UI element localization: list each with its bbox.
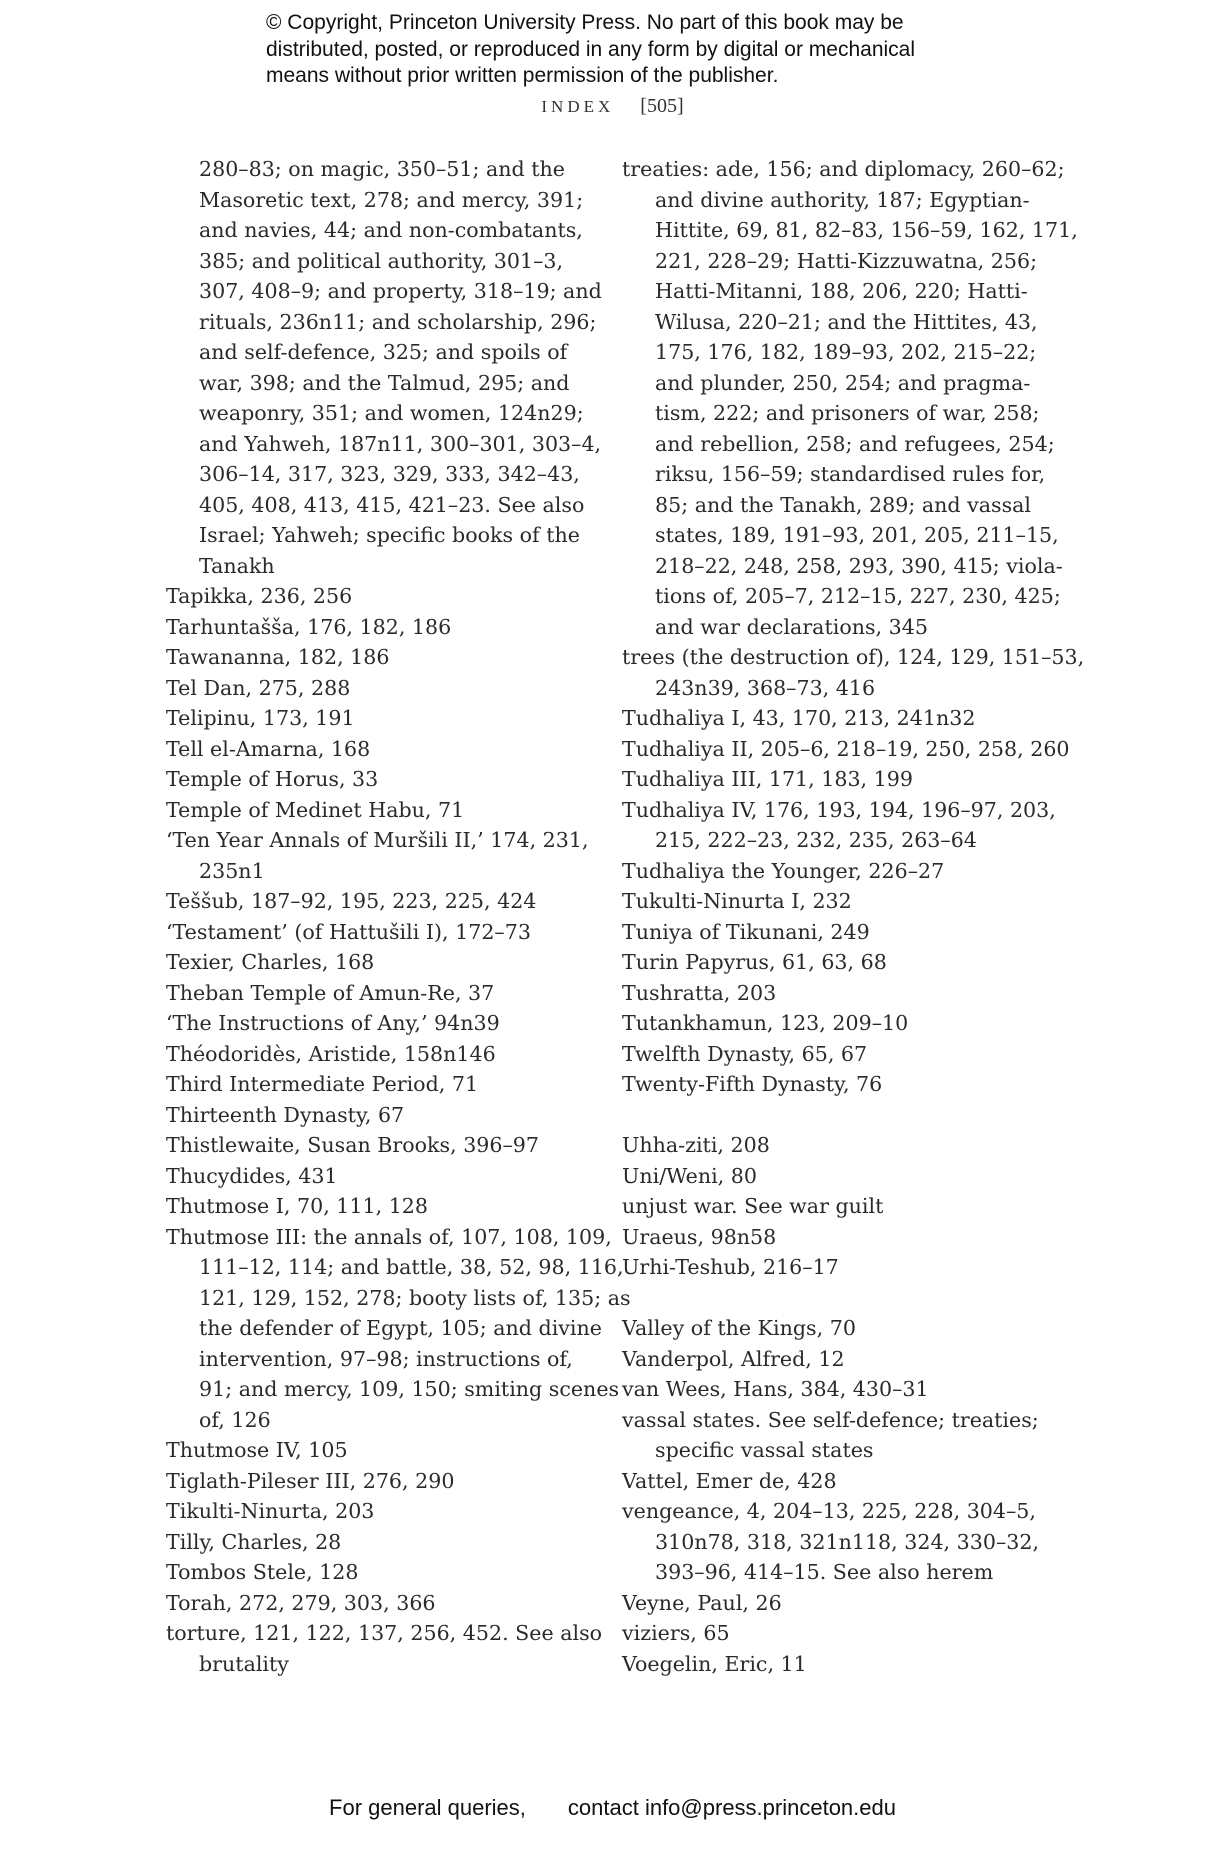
- index-line: 91; and mercy, 109, 150; smiting scenes: [199, 1377, 620, 1401]
- index-line: the defender of Egypt, 105; and divine: [199, 1316, 602, 1340]
- index-line: 221, 228–29; Hatti-Kizzuwatna, 256;: [655, 248, 1038, 273]
- index-line: Tell el-Amarna, 168: [166, 736, 371, 761]
- index-line: Uhha-ziti, 208: [622, 1133, 770, 1157]
- index-line: Tudhaliya II, 205–6, 218–19, 250, 258, 260: [622, 736, 1070, 761]
- index-line: 111–12, 114; and battle, 38, 52, 98, 116,: [199, 1255, 624, 1279]
- index-line: and rebellion, 258; and refugees, 254;: [655, 431, 1055, 456]
- index-line: of, 126: [199, 1407, 271, 1432]
- index-line: unjust war. See war guilt: [622, 1194, 884, 1218]
- footer-contact: [0, 1795, 1225, 1821]
- index-line: and self-defence, 325; and spoils of: [199, 340, 568, 364]
- index-line: Tudhaliya III, 171, 183, 199: [622, 767, 913, 791]
- index-line: riksu, 156–59; standardised rules for,: [655, 462, 1046, 486]
- index-line: vassal states. See self-defence; treaties;: [622, 1407, 1039, 1432]
- index-line: specific vassal states: [655, 1438, 874, 1462]
- blank-line: [622, 1283, 1042, 1314]
- index-line: 405, 408, 413, 415, 421–23. See also: [199, 492, 585, 517]
- index-line: Tuniya of Tikunani, 249: [622, 919, 870, 944]
- index-line: Teššub, 187–92, 195, 223, 225, 424: [166, 889, 537, 913]
- index-line: brutality: [199, 1651, 289, 1676]
- index-line: Valley of the Kings, 70: [622, 1316, 856, 1340]
- index-line: Tarhuntašša, 176, 182, 186: [166, 614, 452, 639]
- index-line: 310n78, 318, 321n118, 324, 330–32,: [655, 1529, 1039, 1554]
- index-line: 175, 176, 182, 189–93, 202, 215–22;: [655, 340, 1037, 364]
- index-line: Thutmose I, 70, 111, 128: [166, 1194, 428, 1218]
- page-number: [505]: [640, 95, 684, 117]
- index-line: Vattel, Emer de, 428: [622, 1468, 837, 1493]
- index-line: 306–14, 317, 323, 329, 333, 342–43,: [199, 462, 580, 486]
- index-line: Third Intermediate Period, 71: [166, 1072, 479, 1096]
- index-line: 393–96, 414–15. See also herem: [655, 1560, 994, 1584]
- index-line: van Wees, Hans, 384, 430–31: [622, 1377, 929, 1401]
- copyright-line: means without prior written permission of the publisher.: [266, 64, 779, 87]
- index-column-left: [166, 154, 631, 1679]
- index-line: states, 189, 191–93, 201, 205, 211–15,: [655, 523, 1059, 547]
- index-line: Israel; Yahweh; specific books of the: [199, 523, 580, 547]
- index-line: 121, 129, 152, 278; booty lists of, 135; as: [199, 1285, 631, 1310]
- index-line: Masoretic text, 278; and mercy, 391;: [199, 187, 584, 212]
- index-line: and war declarations, 345: [655, 614, 928, 639]
- index-line: and divine authority, 187; Egyptian-: [655, 187, 1030, 212]
- index-line: ‘Ten Year Annals of Muršili II,’ 174, 231,: [166, 828, 589, 852]
- copyright-notice: [266, 10, 1026, 90]
- index-line: Tikulti-Ninurta, 203: [166, 1499, 375, 1523]
- index-line: 85; and the Tanakh, 289; and vassal: [655, 492, 1031, 517]
- index-line: Théodoridès, Aristide, 158n146: [166, 1041, 496, 1066]
- index-line: Tiglath-Pileser III, 276, 290: [166, 1468, 455, 1493]
- index-line: Tanakh: [199, 553, 275, 578]
- index-line: Theban Temple of Amun-Re, 37: [166, 980, 495, 1005]
- index-line: Thucydides, 431: [166, 1163, 338, 1188]
- index-line: Voegelin, Eric, 11: [622, 1651, 807, 1676]
- index-line: Tushratta, 203: [622, 980, 777, 1005]
- index-column-right: [622, 154, 1085, 1679]
- index-line: war, 398; and the Talmud, 295; and: [199, 370, 570, 395]
- index-line: trees (the destruction of), 124, 129, 151–53,: [622, 645, 1085, 669]
- index-line: Tapikka, 236, 256: [166, 584, 353, 608]
- index-line: viziers, 65: [622, 1621, 730, 1645]
- index-line: Hatti-Mitanni, 188, 206, 220; Hatti-: [655, 279, 1028, 303]
- index-line: Temple of Horus, 33: [166, 767, 379, 791]
- index-line: 243n39, 368–73, 416: [655, 675, 876, 700]
- index-line: Temple of Medinet Habu, 71: [166, 797, 465, 822]
- index-line: Thutmose IV, 105: [166, 1438, 348, 1462]
- index-line: Texier, Charles, 168: [166, 950, 375, 974]
- index-line: Tudhaliya IV, 176, 193, 194, 196–97, 203,: [622, 797, 1056, 822]
- index-line: Uni/Weni, 80: [622, 1163, 757, 1188]
- index-line: 307, 408–9; and property, 318–19; and: [199, 279, 602, 303]
- index-line: and Yahweh, 187n11, 300–301, 303–4,: [199, 431, 602, 456]
- index-line: Twelfth Dynasty, 65, 67: [622, 1041, 868, 1066]
- index-line: 235n1: [199, 858, 265, 883]
- copyright-line: © Copyright, Princeton University Press. No part of this book may be: [266, 11, 904, 34]
- index-line: weaponry, 351; and women, 124n29;: [199, 401, 584, 425]
- index-line: Vanderpol, Alfred, 12: [622, 1346, 845, 1371]
- index-line: Tawananna, 182, 186: [166, 645, 390, 669]
- index-line: 280–83; on magic, 350–51; and the: [199, 157, 565, 181]
- index-line: Thutmose III: the annals of, 107, 108, 109,: [166, 1224, 612, 1249]
- index-line: rituals, 236n11; and scholarship, 296;: [199, 309, 597, 334]
- index-line: Urhi-Teshub, 216–17: [622, 1255, 839, 1279]
- index-line: Hittite, 69, 81, 82–83, 156–59, 162, 171,: [655, 218, 1078, 242]
- index-line: 385; and political authority, 301–3,: [199, 248, 564, 273]
- index-line: 215, 222–23, 232, 235, 263–64: [655, 828, 977, 852]
- index-line: ‘Testament’ (of Hattušili I), 172–73: [166, 919, 531, 944]
- index-line: Torah, 272, 279, 303, 366: [166, 1590, 436, 1615]
- index-line: tions of, 205–7, 212–15, 227, 230, 425;: [655, 584, 1061, 608]
- running-head: [0, 95, 1225, 118]
- index-line: vengeance, 4, 204–13, 225, 228, 304–5,: [622, 1499, 1036, 1523]
- index-line: Tilly, Charles, 28: [166, 1529, 342, 1554]
- index-line: and navies, 44; and non-combatants,: [199, 218, 583, 242]
- footer-email: contact info@press.princeton.edu: [567, 1795, 896, 1820]
- index-line: Tukulti-Ninurta I, 232: [622, 889, 852, 913]
- index-line: Tudhaliya I, 43, 170, 213, 241n32: [622, 706, 976, 730]
- index-line: and plunder, 250, 254; and pragma-: [655, 370, 1031, 395]
- section-label: INDEX: [541, 97, 615, 116]
- blank-line: [622, 1100, 1042, 1131]
- index-line: Uraeus, 98n58: [622, 1224, 777, 1249]
- index-line: Turin Papyrus, 61, 63, 68: [622, 950, 887, 974]
- index-line: Tudhaliya the Younger, 226–27: [622, 858, 945, 883]
- index-line: Telipinu, 173, 191: [166, 706, 355, 730]
- index-line: Veyne, Paul, 26: [622, 1590, 782, 1615]
- index-line: intervention, 97–98; instructions of,: [199, 1346, 573, 1371]
- index-line: Wilusa, 220–21; and the Hittites, 43,: [655, 309, 1038, 334]
- index-line: Tel Dan, 275, 288: [166, 675, 351, 700]
- copyright-line: distributed, posted, or reproduced in any form by digital or mechanical: [266, 37, 916, 61]
- index-line: treaties: ade, 156; and diplomacy, 260–62;: [622, 157, 1065, 181]
- index-line: Tutankhamun, 123, 209–10: [622, 1011, 909, 1035]
- index-line: tism, 222; and prisoners of war, 258;: [655, 401, 1040, 425]
- index-line: Twenty-Fifth Dynasty, 76: [622, 1072, 883, 1096]
- index-line: Thistlewaite, Susan Brooks, 396–97: [166, 1133, 540, 1157]
- index-line: ‘The Instructions of Any,’ 94n39: [166, 1011, 500, 1035]
- index-line: 218–22, 248, 258, 293, 390, 415; viola-: [655, 553, 1063, 578]
- index-line: torture, 121, 122, 137, 256, 452. See also: [166, 1621, 603, 1645]
- footer-prefix: For general queries,: [329, 1795, 526, 1820]
- index-line: Tombos Stele, 128: [166, 1560, 359, 1584]
- index-line: Thirteenth Dynasty, 67: [166, 1102, 405, 1127]
